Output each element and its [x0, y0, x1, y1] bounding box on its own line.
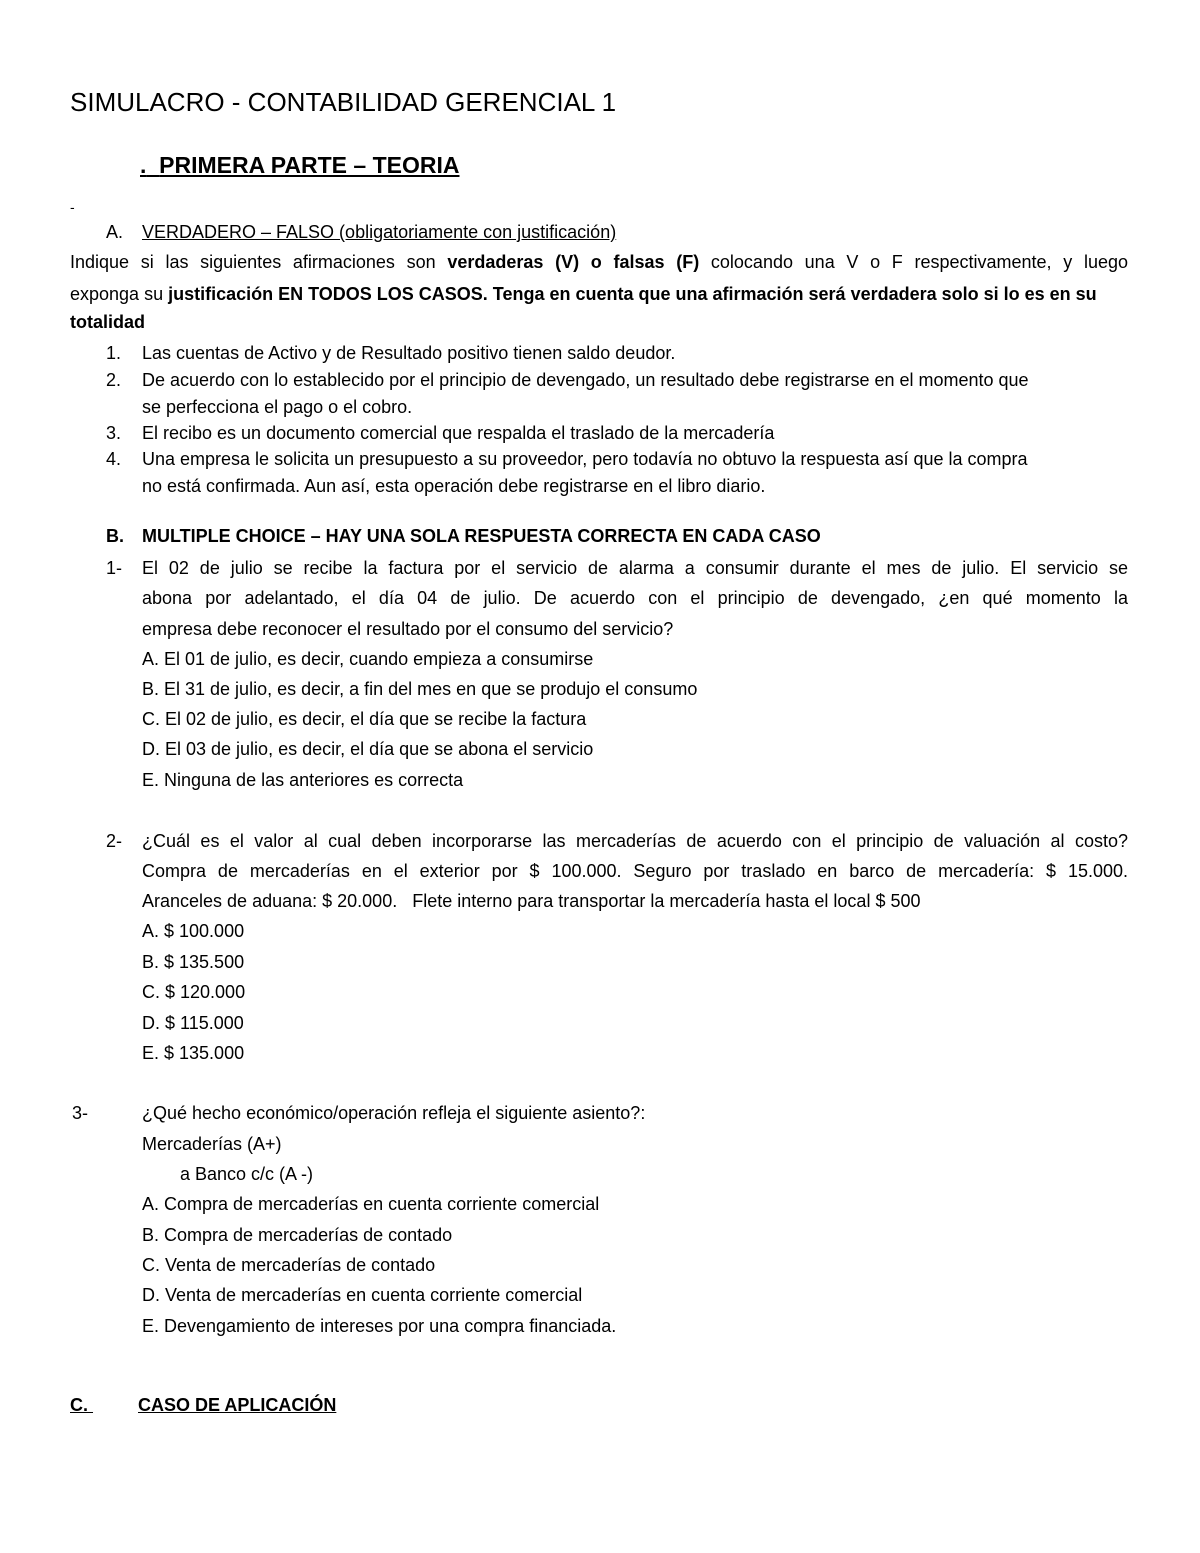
section-c-tab-underline [88, 1394, 138, 1416]
answer-option: C. Venta de mercaderías de contado [142, 1255, 436, 1275]
part-label: PRIMERA PARTE – TEORIA [159, 152, 460, 178]
journal-entry-credit: a Banco c/c (A -) [180, 1164, 314, 1184]
vf-item-number: 2. [106, 370, 122, 390]
section-c-heading: CASO DE APLICACIÓN [138, 1395, 337, 1415]
question-text: Compra de mercaderías en el exterior por $ 100.000. Seguro por traslado en barco de mercadería: $ 15.000. [142, 861, 1128, 881]
section-a-heading: VERDADERO – FALSO (obligatoriamente con justificación) [142, 222, 617, 242]
part-heading [140, 151, 459, 179]
question-number: 2- [106, 831, 123, 851]
vf-item-text: De acuerdo con lo establecido por el principio de devengado, un resultado debe registrarse en el momento que [142, 370, 1029, 390]
vf-item-number: 3. [106, 423, 122, 443]
answer-option: C. $ 120.000 [142, 982, 246, 1002]
answer-option: D. El 03 de julio, es decir, el día que se abona el servicio [142, 739, 594, 759]
intro-emphasis: verdaderas (V) o falsas (F) [447, 252, 700, 272]
answer-option: E. Ninguna de las anteriores es correcta [142, 770, 464, 790]
question-text: El 02 de julio se recibe la factura por el servicio de alarma a consumir durante el mes de julio. El servicio se [142, 558, 1128, 578]
vf-item-text: Las cuentas de Activo y de Resultado positivo tienen saldo deudor. [142, 343, 676, 363]
answer-option: E. Devengamiento de intereses por una compra financiada. [142, 1316, 617, 1336]
question-number: 3- [72, 1103, 89, 1123]
vf-item-number: 4. [106, 449, 122, 469]
intro-text: Indique si las siguientes afirmaciones son [70, 252, 448, 272]
section-b-heading: MULTIPLE CHOICE – HAY UNA SOLA RESPUESTA CORRECTA EN CADA CASO [142, 526, 821, 546]
answer-option: D. Venta de mercaderías en cuenta corriente comercial [142, 1285, 583, 1305]
vf-item-text: Una empresa le solicita un presupuesto a su proveedor, pero todavía no obtuvo la respuesta así que la compra [142, 449, 1028, 469]
intro-emphasis: justificación EN TODOS LOS CASOS. Tenga en cuenta que una afirmación será verdadera solo si lo es en su [168, 284, 1097, 304]
answer-option: A. Compra de mercaderías en cuenta corriente comercial [142, 1194, 600, 1214]
answer-option: E. $ 135.000 [142, 1043, 245, 1063]
question-text: abona por adelantado, el día 04 de julio. De acuerdo con el principio de devengado, ¿en qué momento la [142, 588, 1128, 608]
vf-item-text: se perfecciona el pago o el cobro. [142, 397, 413, 417]
stray-dash: - [70, 199, 75, 215]
answer-option: D. $ 115.000 [142, 1013, 244, 1033]
answer-option: C. El 02 de julio, es decir, el día que se recibe la factura [142, 709, 587, 729]
question-text: ¿Cuál es el valor al cual deben incorporarse las mercaderías de acuerdo con el principio de valuación al costo? [142, 831, 1128, 851]
answer-option: B. $ 135.500 [142, 952, 245, 972]
part-dot: . [140, 152, 147, 178]
document-title: SIMULACRO - CONTABILIDAD GERENCIAL 1 [70, 87, 617, 117]
vf-item-text: El recibo es un documento comercial que respalda el traslado de la mercadería [142, 423, 775, 443]
intro-text: exponga su [70, 284, 169, 304]
section-a-intro-line-1 [70, 251, 1128, 273]
question-number: 1- [106, 558, 123, 578]
question-text: Aranceles de aduana: $ 20.000. Flete interno para transportar la mercadería hasta el local $ 500 [142, 891, 921, 911]
vf-item-text: no está confirmada. Aun así, esta operación debe registrarse en el libro diario. [142, 476, 766, 496]
journal-entry-debit: Mercaderías (A+) [142, 1134, 282, 1154]
question-text: empresa debe reconocer el resultado por el consumo del servicio? [142, 619, 674, 639]
section-b-letter: B. [106, 526, 124, 546]
section-c-letter: C. [70, 1395, 88, 1415]
question-text: ¿Qué hecho económico/operación refleja el siguiente asiento?: [142, 1103, 646, 1123]
answer-option: A. $ 100.000 [142, 921, 245, 941]
section-a-intro-line-3: totalidad [70, 312, 145, 332]
vf-item-number: 1. [106, 343, 122, 363]
section-a-letter: A. [106, 222, 124, 242]
answer-option: B. Compra de mercaderías de contado [142, 1225, 453, 1245]
answer-option: B. El 31 de julio, es decir, a fin del mes en que se produjo el consumo [142, 679, 698, 699]
answer-option: A. El 01 de julio, es decir, cuando empieza a consumirse [142, 649, 594, 669]
intro-text: colocando una V o F respectivamente, y luego [699, 252, 1128, 272]
section-a-intro-line-2 [70, 283, 1097, 305]
